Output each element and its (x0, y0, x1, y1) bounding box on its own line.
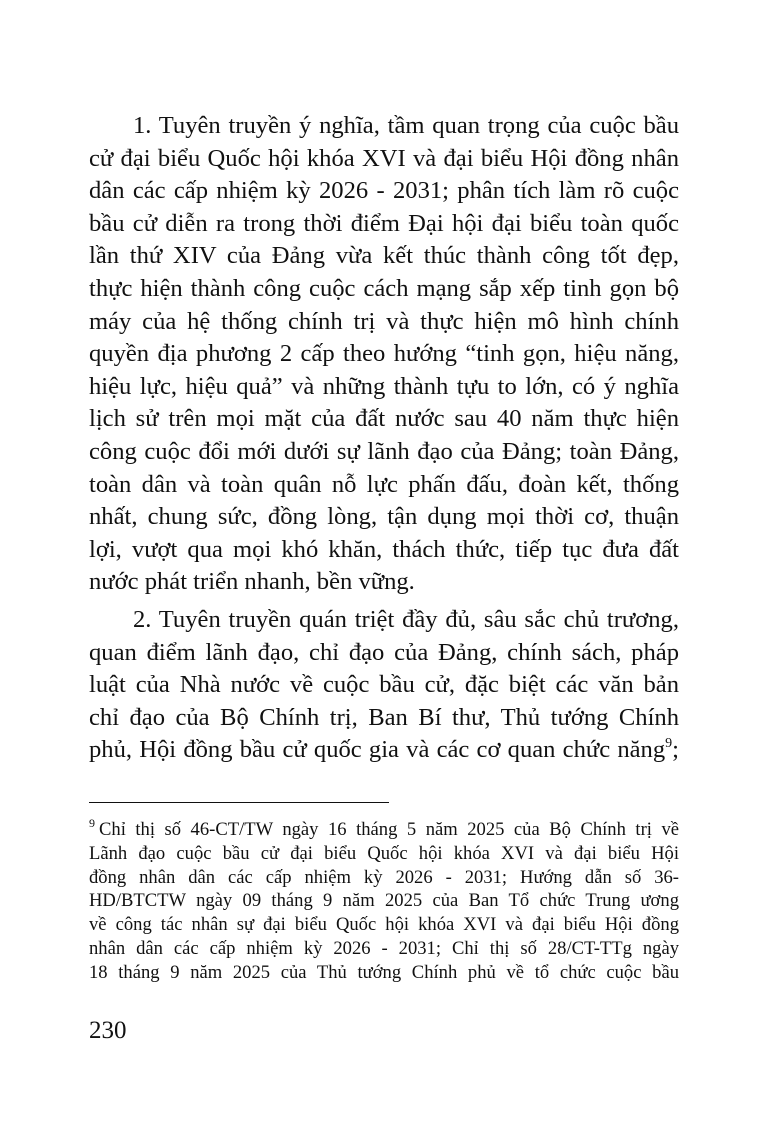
text-line-content: phủ, Hội đồng bầu cử quốc gia và các cơ quan chức năng (89, 736, 666, 764)
footnote-marker: 9 (89, 816, 95, 830)
line-trailing-punctuation: ; (672, 736, 679, 764)
text-line: lần thứ XIV của Đảng vừa kết thúc thành công tốt đẹp, (89, 242, 679, 270)
page-number: 230 (89, 1017, 127, 1044)
text-line: quan điểm lãnh đạo, chỉ đạo của Đảng, chính sách, pháp (89, 638, 679, 666)
text-line: máy của hệ thống chính trị và thực hiện mô hình chính (89, 307, 679, 335)
text-line: nhất, chung sức, đồng lòng, tận dụng mọi thời cơ, thuận (89, 503, 679, 531)
footnote-line: nhân dân các cấp nhiệm kỳ 2026 - 2031; Chỉ thị số 28/CT-TTg ngày (89, 937, 679, 959)
footnote-line (89, 818, 679, 842)
paragraph-2 (89, 604, 679, 767)
footnote-line: HD/BTCTW ngày 09 tháng 9 năm 2025 của Ban Tổ chức Trung ương (89, 890, 679, 912)
text-line: lợi, vượt qua mọi khó khăn, thách thức, tiếp tục đưa đất (89, 535, 679, 563)
text-line: bầu cử diễn ra trong thời điểm Đại hội đại biểu toàn quốc (89, 209, 679, 237)
footnote-line: về công tác nhân sự đại biểu Quốc hội khóa XVI và đại biểu Hội đồng (89, 914, 679, 936)
footnote-line: đồng nhân dân các cấp nhiệm kỳ 2026 - 2031; Hướng dẫn số 36- (89, 866, 679, 888)
footnote-line: Lãnh đạo cuộc bầu cử đại biểu Quốc hội khóa XVI và đại biểu Hội (89, 842, 679, 864)
text-line: toàn dân và toàn quân nỗ lực phấn đấu, đoàn kết, thống (89, 470, 679, 498)
text-line: lịch sử trên mọi mặt của đất nước sau 40 năm thực hiện (89, 405, 679, 433)
paragraph-1 (89, 110, 679, 599)
text-line: quyền địa phương 2 cấp theo hướng “tinh gọn, hiệu năng, (89, 340, 679, 368)
text-line: công cuộc đổi mới dưới sự lãnh đạo của Đảng; toàn Đảng, (89, 437, 679, 465)
text-line: hiệu lực, hiệu quả” và những thành tựu to lớn, có ý nghĩa (89, 372, 679, 400)
footnote-line: 18 tháng 9 năm 2025 của Thủ tướng Chính phủ về tổ chức cuộc bầu (89, 961, 679, 983)
text-line: chỉ đạo của Bộ Chính trị, Ban Bí thư, Thủ tướng Chính (89, 703, 679, 731)
footnote-line-text: Chỉ thị số 46-CT/TW ngày 16 tháng 5 năm 2025 của Bộ Chính trị về (99, 819, 679, 840)
footnote (89, 818, 679, 985)
text-line-with-footnote (89, 734, 679, 767)
body-text (89, 110, 679, 767)
text-line: thực hiện thành công cuộc cách mạng sắp xếp tinh gọn bộ (89, 274, 679, 302)
text-line: cử đại biểu Quốc hội khóa XVI và đại biểu Hội đồng nhân (89, 144, 679, 172)
text-line: dân các cấp nhiệm kỳ 2026 - 2031; phân tích làm rõ cuộc (89, 177, 679, 205)
footnote-separator (89, 802, 389, 803)
text-line: nước phát triển nhanh, bền vững. (89, 568, 415, 596)
text-line: 2. Tuyên truyền quán triệt đầy đủ, sâu sắc chủ trương, (133, 605, 679, 633)
text-line: luật của Nhà nước về cuộc bầu cử, đặc biệt các văn bản (89, 671, 679, 699)
footnote-reference[interactable]: 9 (665, 736, 673, 752)
text-line: 1. Tuyên truyền ý nghĩa, tầm quan trọng của cuộc bầu (133, 112, 679, 139)
